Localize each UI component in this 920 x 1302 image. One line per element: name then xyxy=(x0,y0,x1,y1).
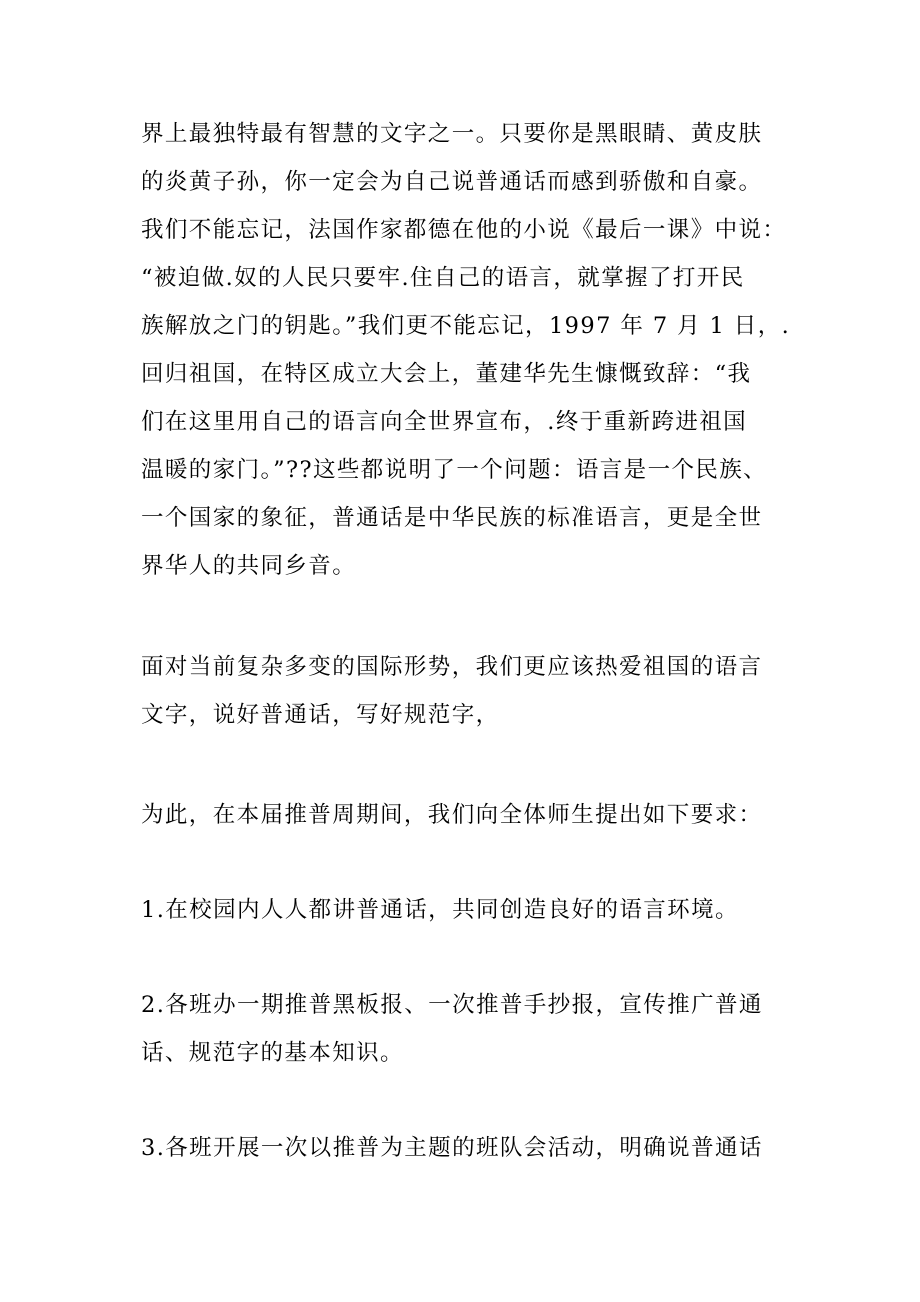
text-line: 界上最独特最有智慧的文字之一。只要你是黑眼睛、黄皮肤 xyxy=(141,121,763,147)
paragraph-requirements-intro xyxy=(141,791,801,839)
text-line: 3.各班开展一次以推普为主题的班队会活动，明确说普通话 xyxy=(141,1135,763,1161)
text-line: 我们不能忘记，法国作家都德在他的小说《最后一课》中说： xyxy=(141,217,787,243)
text-line: 们在这里用自己的语言向全世界宣布，.终于重新跨进祖国 xyxy=(141,409,748,435)
text-line: 2.各班办一期推普黑板报、一次推普手抄报，宣传推广普通 xyxy=(141,992,763,1018)
text-line: 族解放之门的钥匙。”我们更不能忘记，1997 年 7 月 1 日，. xyxy=(141,313,791,339)
list-item-requirement-1 xyxy=(141,886,801,934)
text-line: 文字，说好普通话，写好规范字， xyxy=(141,702,500,728)
text-line: 1.在校园内人人都讲普通话，共同创造良好的语言环境。 xyxy=(141,897,739,923)
list-item-requirement-2 xyxy=(141,981,801,1077)
text-line: 回归祖国，在特区成立大会上，董建华先生慷慨致辞：“我 xyxy=(141,361,752,387)
text-line: 面对当前复杂多变的国际形势，我们更应该热爱祖国的语言 xyxy=(141,654,763,680)
text-line: 一个国家的象征，普通话是中华民族的标准语言，更是全世 xyxy=(141,505,763,531)
text-line: “被迫做.奴的人民只要牢.住自己的语言，就掌握了打开民 xyxy=(141,265,745,291)
text-line: 为此，在本届推普周期间，我们向全体师生提出如下要求： xyxy=(141,802,763,828)
text-line: 温暖的家门。”??这些都说明了一个问题：语言是一个民族、 xyxy=(141,457,768,483)
text-line: 话、规范字的基本知识。 xyxy=(141,1040,404,1066)
list-item-requirement-3 xyxy=(141,1124,801,1172)
text-line: 界华人的共同乡音。 xyxy=(141,553,357,579)
paragraph-international-situation xyxy=(141,643,801,739)
text-line: 的炎黄子孙，你一定会为自己说普通话而感到骄傲和自豪。 xyxy=(141,169,763,195)
paragraph-mandarin-significance xyxy=(141,110,801,590)
